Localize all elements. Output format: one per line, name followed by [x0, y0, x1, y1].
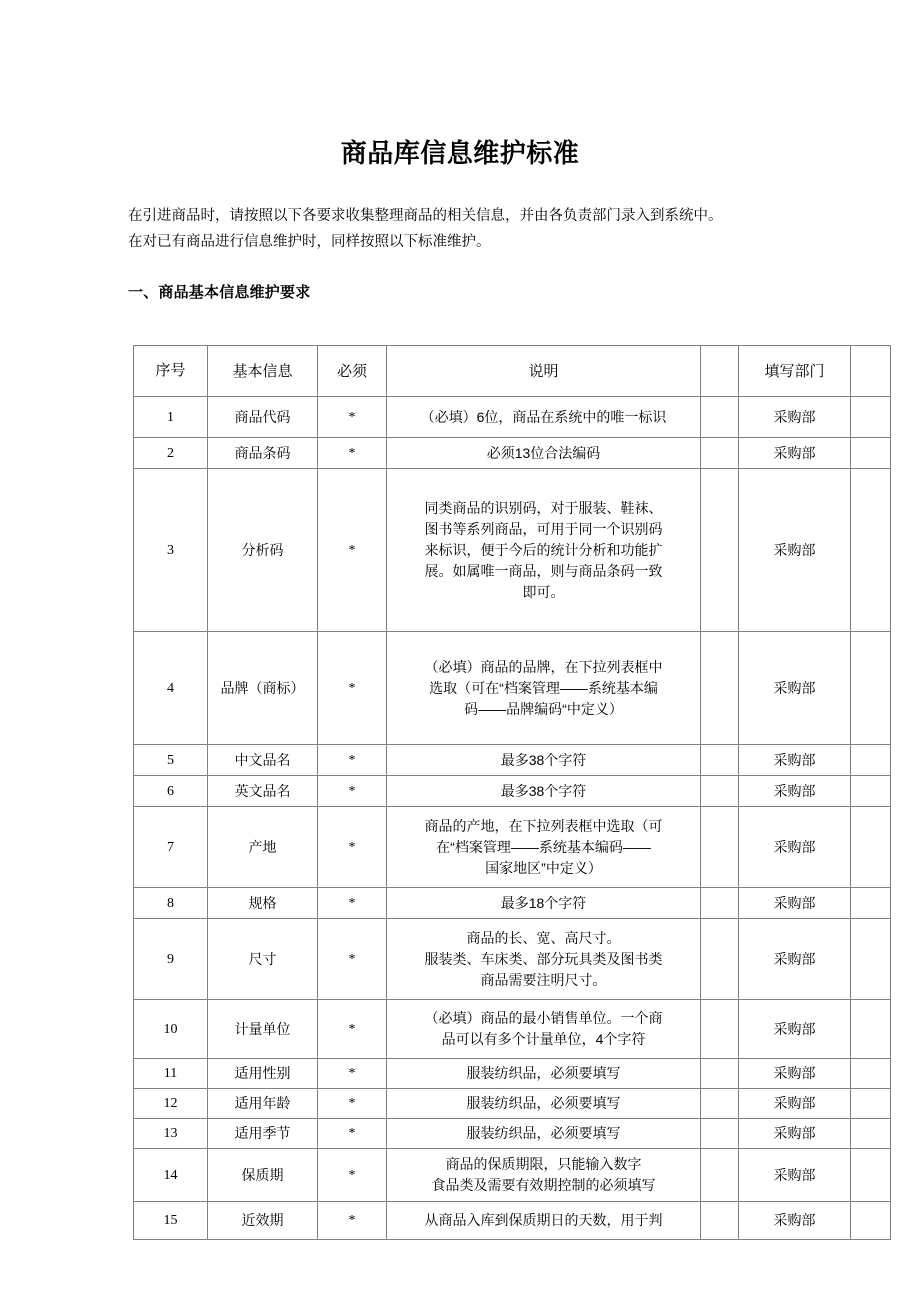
- cell-tail: [851, 1149, 891, 1202]
- cell-required: *: [318, 1119, 387, 1149]
- table-row: [134, 919, 891, 1000]
- cell-description: [387, 807, 701, 888]
- cell-required: *: [318, 1202, 387, 1240]
- page-title: 商品库信息维护标准: [340, 138, 580, 168]
- cell-required: *: [318, 632, 387, 745]
- cell-gap: [701, 469, 739, 632]
- cell-name: 商品代码: [208, 397, 318, 438]
- header-cell-required: 必须: [318, 346, 387, 397]
- cell-tail: [851, 1059, 891, 1089]
- cell-required: *: [318, 469, 387, 632]
- cell-gap: [701, 397, 739, 438]
- cell-description: [387, 776, 701, 807]
- description-line: 食品类及需要有效期控制的必须填写: [431, 1177, 656, 1193]
- cell-num: 12: [134, 1089, 208, 1119]
- cell-description: [387, 888, 701, 919]
- table-row: [134, 1202, 891, 1240]
- cell-gap: [701, 438, 739, 469]
- cell-gap: [701, 919, 739, 1000]
- cell-gap: [701, 1089, 739, 1119]
- section-heading: 一、商品基本信息维护要求: [128, 284, 311, 301]
- cell-tail: [851, 776, 891, 807]
- cell-name: 分析码: [208, 469, 318, 632]
- cell-num: 8: [134, 888, 208, 919]
- description-line: （必填）商品的品牌，在下拉列表框中: [424, 658, 663, 675]
- cell-department: 采购部: [739, 397, 851, 438]
- description-line: 服装纺织品，必须要填写: [466, 1095, 621, 1111]
- cell-description: [387, 745, 701, 776]
- cell-tail: [851, 438, 891, 469]
- cell-description: [387, 397, 701, 438]
- cell-description: [387, 632, 701, 745]
- cell-description: [387, 1059, 701, 1089]
- cell-num: 14: [134, 1149, 208, 1202]
- cell-name: 规格: [208, 888, 318, 919]
- description-line: 服装类、车床类、部分玩具类及图书类: [424, 950, 663, 967]
- cell-description: [387, 919, 701, 1000]
- cell-department: 采购部: [739, 1000, 851, 1059]
- description-line: （必填）商品的最小销售单位。一个商: [424, 1010, 663, 1026]
- cell-name: 中文品名: [208, 745, 318, 776]
- table-row: [134, 745, 891, 776]
- cell-description: [387, 1089, 701, 1119]
- cell-tail: [851, 469, 891, 632]
- cell-name: 适用年龄: [208, 1089, 318, 1119]
- table-row: [134, 1089, 891, 1119]
- cell-tail: [851, 745, 891, 776]
- header-cell-num: 序号: [134, 346, 208, 397]
- cell-name: 适用性别: [208, 1059, 318, 1089]
- header-cell-dept: 填写部门: [739, 346, 851, 397]
- cell-description: [387, 1149, 701, 1202]
- description-line: 即可。: [522, 583, 565, 600]
- description-line: 同类商品的识别码，对于服装、鞋袜、: [424, 499, 663, 516]
- cell-description: [387, 438, 701, 469]
- description-line: 在“档案管理——系统基本编码——: [436, 838, 651, 855]
- cell-department: 采购部: [739, 1089, 851, 1119]
- cell-gap: [701, 745, 739, 776]
- header-cell-tail: [851, 346, 891, 397]
- cell-required: *: [318, 807, 387, 888]
- intro-line-1: 在引进商品时，请按照以下各要求收集整理商品的相关信息，并由各负责部门录入到系统中。: [128, 208, 723, 224]
- cell-name: 商品条码: [208, 438, 318, 469]
- cell-description: [387, 1000, 701, 1059]
- cell-department: 采购部: [739, 919, 851, 1000]
- intro-line-2: 在对已有商品进行信息维护时，同样按照以下标准维护。: [128, 234, 491, 250]
- table-header-row: [134, 346, 891, 397]
- header-cell-name: 基本信息: [208, 346, 318, 397]
- cell-required: *: [318, 438, 387, 469]
- cell-gap: [701, 1202, 739, 1240]
- table-row: [134, 1149, 891, 1202]
- cell-required: *: [318, 745, 387, 776]
- cell-name: 英文品名: [208, 776, 318, 807]
- table-row: [134, 469, 891, 632]
- cell-department: 采购部: [739, 1149, 851, 1202]
- cell-name: 适用季节: [208, 1119, 318, 1149]
- cell-department: 采购部: [739, 776, 851, 807]
- cell-gap: [701, 632, 739, 745]
- cell-required: *: [318, 397, 387, 438]
- cell-tail: [851, 1119, 891, 1149]
- cell-num: 7: [134, 807, 208, 888]
- spec-table: [133, 345, 891, 1240]
- table-row: [134, 1119, 891, 1149]
- table-row: [134, 807, 891, 888]
- description-line: 码——品牌编码“中定义）: [464, 700, 623, 717]
- cell-gap: [701, 1119, 739, 1149]
- table-row: [134, 632, 891, 745]
- description-line: （必填）6位，商品在系统中的唯一标识: [420, 408, 667, 425]
- cell-tail: [851, 1202, 891, 1240]
- cell-num: 6: [134, 776, 208, 807]
- cell-num: 5: [134, 745, 208, 776]
- cell-department: 采购部: [739, 1202, 851, 1240]
- cell-num: 11: [134, 1059, 208, 1089]
- cell-description: [387, 1202, 701, 1240]
- header-cell-gap: [701, 346, 739, 397]
- table-row: [134, 397, 891, 438]
- description-line: 国家地区”中定义）: [485, 859, 602, 876]
- cell-department: 采购部: [739, 888, 851, 919]
- description-line: 来标识，便于今后的统计分析和功能扩: [424, 541, 663, 558]
- intro-paragraph: [128, 203, 828, 255]
- cell-tail: [851, 632, 891, 745]
- cell-tail: [851, 1089, 891, 1119]
- description-line: 最多18个字符: [500, 894, 587, 911]
- cell-name: 产地: [208, 807, 318, 888]
- cell-num: 9: [134, 919, 208, 1000]
- description-line: 商品需要注明尺寸。: [480, 971, 607, 988]
- cell-required: *: [318, 1000, 387, 1059]
- spec-table-container: [133, 345, 841, 1240]
- cell-department: 采购部: [739, 632, 851, 745]
- cell-num: 3: [134, 469, 208, 632]
- cell-name: 保质期: [208, 1149, 318, 1202]
- cell-tail: [851, 397, 891, 438]
- cell-name: 计量单位: [208, 1000, 318, 1059]
- description-line: 服装纺织品，必须要填写: [466, 1065, 621, 1081]
- description-line: 图书等系列商品，可用于同一个识别码: [424, 520, 663, 537]
- cell-num: 1: [134, 397, 208, 438]
- cell-description: [387, 469, 701, 632]
- table-row: [134, 776, 891, 807]
- cell-tail: [851, 888, 891, 919]
- cell-department: 采购部: [739, 469, 851, 632]
- table-row: [134, 438, 891, 469]
- description-line: 必须13位合法编码: [486, 444, 601, 461]
- table-row: [134, 1059, 891, 1089]
- cell-num: 2: [134, 438, 208, 469]
- cell-gap: [701, 1149, 739, 1202]
- cell-department: 采购部: [739, 1119, 851, 1149]
- description-line: 商品的保质期限，只能输入数字: [445, 1156, 642, 1172]
- cell-required: *: [318, 888, 387, 919]
- cell-required: *: [318, 1089, 387, 1119]
- cell-name: 近效期: [208, 1202, 318, 1240]
- cell-gap: [701, 1000, 739, 1059]
- cell-gap: [701, 888, 739, 919]
- cell-required: *: [318, 919, 387, 1000]
- cell-gap: [701, 807, 739, 888]
- spec-table-body: [134, 346, 891, 1240]
- description-line: 最多38个字符: [500, 751, 587, 768]
- cell-tail: [851, 807, 891, 888]
- cell-num: 15: [134, 1202, 208, 1240]
- cell-num: 13: [134, 1119, 208, 1149]
- cell-description: [387, 1119, 701, 1149]
- cell-required: *: [318, 1059, 387, 1089]
- description-line: 商品的产地，在下拉列表框中选取（可: [424, 817, 663, 834]
- cell-num: 4: [134, 632, 208, 745]
- cell-required: *: [318, 776, 387, 807]
- cell-required: *: [318, 1149, 387, 1202]
- description-line: 从商品入库到保质期日的天数，用于判: [424, 1212, 663, 1228]
- cell-department: 采购部: [739, 438, 851, 469]
- table-row: [134, 888, 891, 919]
- description-line: 展。如属唯一商品，则与商品条码一致: [424, 562, 663, 579]
- cell-num: 10: [134, 1000, 208, 1059]
- description-line: 商品的长、宽、高尺寸。: [466, 929, 621, 946]
- header-cell-desc: 说明: [387, 346, 701, 397]
- description-line: 最多38个字符: [500, 782, 587, 799]
- cell-tail: [851, 1000, 891, 1059]
- description-line: 品可以有多个计量单位，4个字符: [441, 1031, 646, 1047]
- description-line: 服装纺织品，必须要填写: [466, 1125, 621, 1141]
- cell-department: 采购部: [739, 745, 851, 776]
- description-line: 选取（可在“档案管理——系统基本编: [429, 679, 658, 696]
- cell-name: 品牌（商标）: [208, 632, 318, 745]
- cell-department: 采购部: [739, 807, 851, 888]
- cell-gap: [701, 776, 739, 807]
- table-row: [134, 1000, 891, 1059]
- cell-tail: [851, 919, 891, 1000]
- cell-name: 尺寸: [208, 919, 318, 1000]
- cell-gap: [701, 1059, 739, 1089]
- cell-department: 采购部: [739, 1059, 851, 1089]
